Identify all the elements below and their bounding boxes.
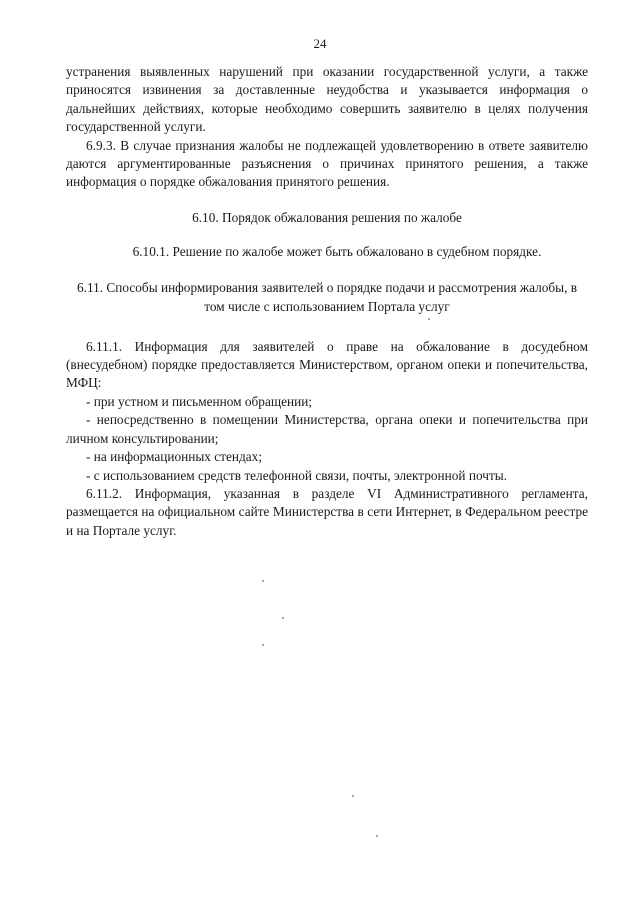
scan-speck <box>262 580 264 582</box>
paragraph-6-10-1: 6.10.1. Решение по жалобе может быть обжаловано в судебном порядке. <box>132 244 542 260</box>
paragraph-6-11-1: 6.11.1. Информация для заявителей о праве на обжалование в досудебном (внесудебном) порядке предоставляется Министерством, органом опеки и попечительства, МФЦ: <box>66 338 588 391</box>
section-heading-6-10: 6.10. Порядок обжалования решения по жалобе <box>192 209 462 225</box>
list-item: - при устном и письменном обращении; <box>86 393 313 409</box>
scan-speck <box>428 318 430 320</box>
section-heading-6-11: 6.11. Способы информирования заявителей о порядке подачи и рассмотрения жалобы, в том числе с использованием Портала услуг <box>76 279 578 314</box>
document-body <box>66 63 588 540</box>
paragraph-6-11-2: 6.11.2. Информация, указанная в разделе VI Административного регламента, размещается на официальном сайте Министерства в сети Интернет, в Федеральном реестре и на Портале услуг. <box>66 485 588 538</box>
scan-speck <box>282 617 284 619</box>
scan-speck <box>352 795 354 797</box>
paragraph-6-9-3: 6.9.3. В случае признания жалобы не подлежащей удовлетворению в ответе заявителю даются аргументированные разъяснения о причинах принятого решения, а также информация о порядке обжалования принятого решения. <box>66 137 588 190</box>
paragraph-continuation: устранения выявленных нарушений при оказании государственной услуги, а также приносятся извинения за доставленные неудобства и указывается информация о дальнейших действиях, которые необходимо совершить заявителю в целях получения государственной услуги. <box>66 64 588 135</box>
list-item: - на информационных стендах; <box>86 449 263 465</box>
scan-speck <box>376 835 378 837</box>
list-item: - непосредственно в помещении Министерства, органа опеки и попечительства при личном консультировании; <box>66 412 588 446</box>
page-number: 24 <box>313 36 327 51</box>
list-item: - с использованием средств телефонной связи, почты, электронной почты. <box>86 467 508 483</box>
scan-speck <box>262 644 264 646</box>
